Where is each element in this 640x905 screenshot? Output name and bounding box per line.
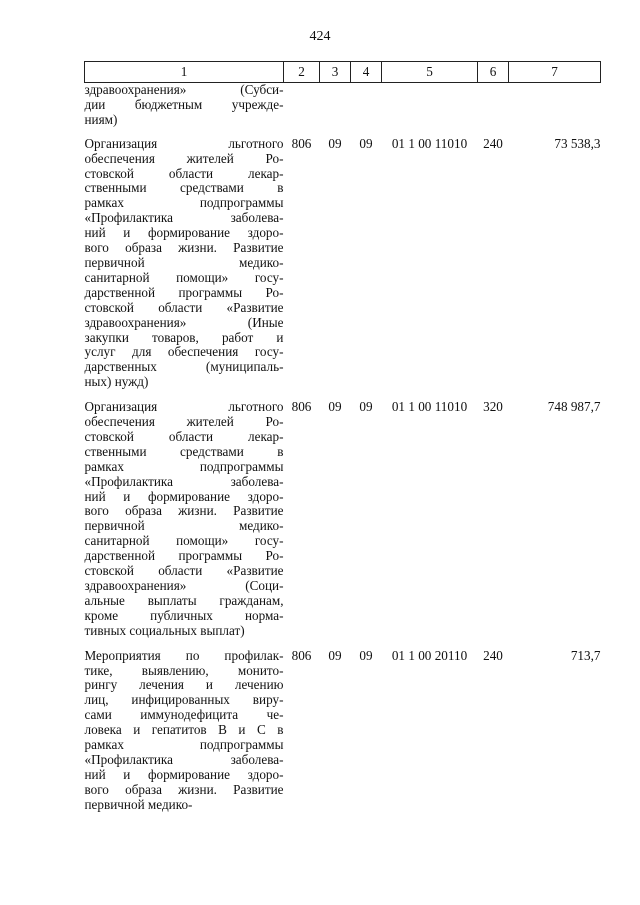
description-line: Организация льготного [84,399,284,415]
column-header-7: 7 [509,62,601,83]
row-subsection-code: 09 [359,399,373,415]
table-row [85,137,601,400]
description-line: дарственной программы Ро- [84,284,284,300]
description-line: рингу лечения и лечению [84,677,284,693]
table-row [85,83,601,137]
description-line: услуг для обеспечения госу- [84,344,284,360]
column-header-2: 2 [284,62,320,83]
description-line: лиц, инфицированных виру- [84,692,284,708]
description-line: первичной медико- [84,796,193,812]
row-ministry-code [284,83,320,137]
description-line: дарственных (муниципаль- [84,359,284,375]
description-line: санитарной помощи» госу- [84,533,284,549]
description-line: тивных социальных выплат) [84,622,245,638]
description-line: здравоохранения» (Соци- [84,578,284,593]
description-line: ных) нужд) [84,374,149,390]
row-description [85,83,284,137]
description-line: «Профилактика заболева- [84,210,284,226]
description-line: «Профилактика заболева- [84,473,284,489]
description-line: вого образа жизни. Развитие [84,503,284,519]
description-line: обеспечения жителей Ро- [84,414,284,430]
column-header-1: 1 [85,62,284,83]
description-line: альные выплаты гражданам, [84,592,284,608]
description-line: стовской области лекар- [84,428,284,444]
description-line: первичной медико- [84,254,284,270]
row-expense-type: 240 [483,647,503,663]
description-line: Организация льготного [84,135,284,151]
description-line: рамках подпрограммы [84,458,284,474]
row-amount: 713,7 [570,647,601,663]
description-line: дии бюджетным учрежде- [84,96,284,112]
column-header-3: 3 [320,62,351,83]
row-amount: 73 538,3 [554,135,601,151]
description-line: рамках подпрограммы [84,737,284,753]
page-number: 424 [309,29,331,44]
description-line: «Профилактика заболева- [84,751,284,767]
row-amount: 748 987,7 [547,399,601,415]
row-subsection-code: 09 [359,135,373,151]
row-expense-type: 320 [483,399,503,415]
description-line: санитарной помощи» госу- [84,269,284,285]
description-line: сами иммунодефицита че- [84,707,284,723]
table-header-row [85,62,601,83]
description-line: стовской области «Развитие [84,299,284,315]
description-line: ственными средствами в [84,180,284,196]
description-line: ловека и гепатитов B и C в [84,722,284,738]
description-line: вого образа жизни. Развитие [84,781,284,797]
row-description [85,400,284,649]
row-description [85,137,284,400]
row-ministry-code: 806 [291,135,312,151]
description-line: обеспечения жителей Ро- [84,150,284,166]
row-description [85,649,284,823]
description-line: первичной медико- [84,518,284,534]
description-line: тике, выявлению, монито- [84,662,284,678]
description-line: ственными средствами в [84,443,284,459]
description-line: стовской области лекар- [84,165,284,181]
row-section-code: 09 [328,647,342,663]
row-target-article: 01 1 00 20110 [391,647,468,663]
description-line: ниям) [84,111,118,127]
row-ministry-code: 806 [291,647,312,663]
table-row [85,400,601,649]
row-expense-type [478,83,509,137]
budget-table [84,61,601,823]
description-line: рамках подпрограммы [84,195,284,211]
column-header-4: 4 [351,62,382,83]
description-line: Мероприятия по профилак- [84,647,284,663]
column-header-6: 6 [478,62,509,83]
row-target-article: 01 1 00 11010 [391,399,468,415]
column-header-5: 5 [382,62,478,83]
description-line: здравоохранения» (Иные [84,314,284,330]
row-target-article [382,83,478,137]
row-expense-type: 240 [483,135,503,151]
row-subsection-code [351,83,382,137]
description-line: здравоохранения» (Субси- [84,82,284,97]
description-line: вого образа жизни. Развитие [84,240,284,256]
description-line: дарственной программы Ро- [84,548,284,564]
row-amount [509,83,601,137]
table-body [85,83,601,823]
description-line: ний и формирование здоро- [84,766,284,782]
row-section-code [320,83,351,137]
row-target-article: 01 1 00 11010 [391,135,468,151]
row-section-code: 09 [328,399,342,415]
description-line: стовской области «Развитие [84,563,284,579]
description-line: кроме публичных норма- [84,607,284,623]
row-ministry-code: 806 [291,399,312,415]
description-line: ний и формирование здоро- [84,488,284,504]
description-line: закупки товаров, работ и [84,329,284,345]
row-subsection-code: 09 [359,647,373,663]
description-line: ний и формирование здоро- [84,225,284,241]
row-section-code: 09 [328,135,342,151]
table-row [85,649,601,823]
